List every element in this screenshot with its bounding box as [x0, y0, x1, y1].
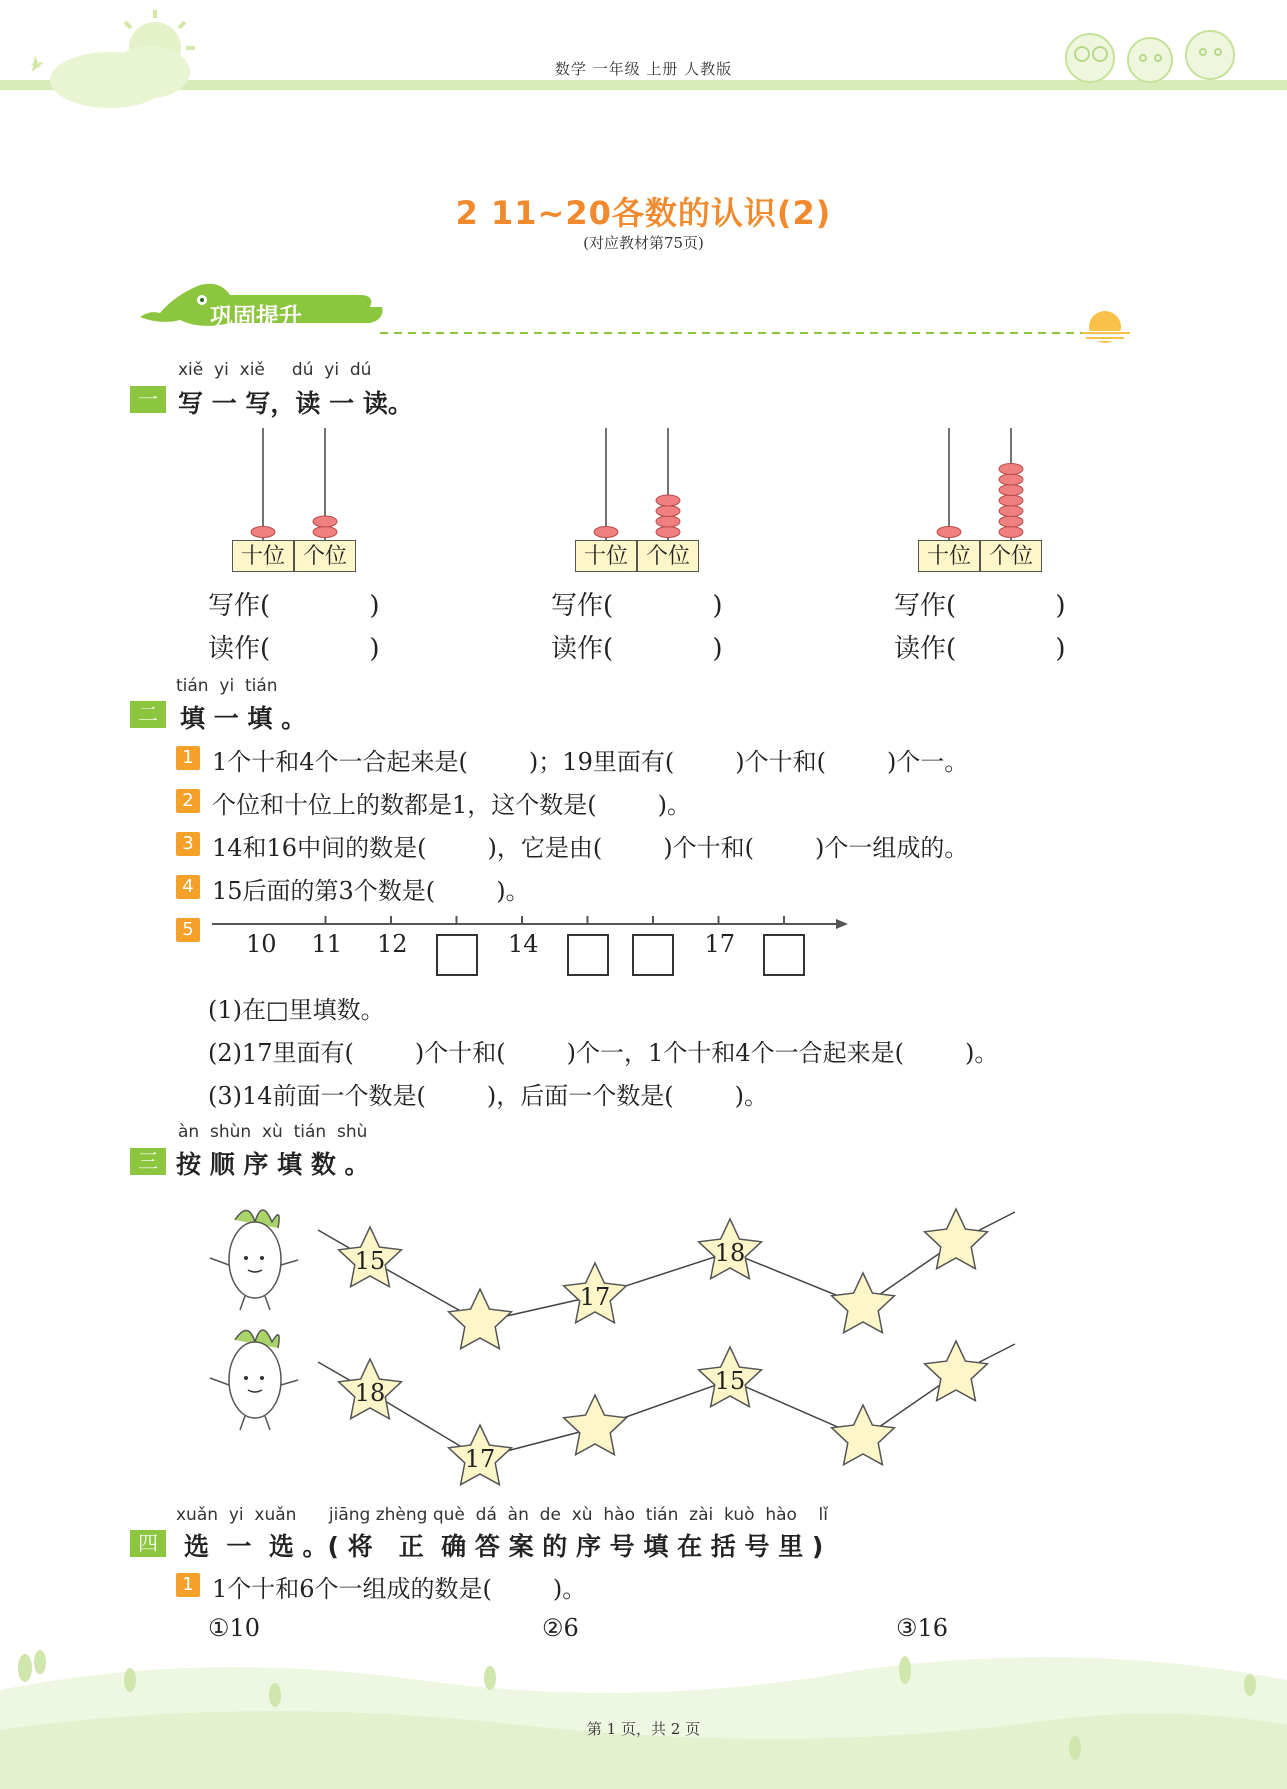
- fill-q2-badge: 2: [176, 789, 200, 813]
- section1-title: 写 一 写，读 一 读。: [178, 389, 413, 418]
- abacus1-tens-bead: [251, 527, 275, 538]
- star-2-6[interactable]: [925, 1341, 988, 1401]
- section1-pinyin: xiě yi xiě dú yi dú: [178, 360, 372, 380]
- section3-badge: 三: [130, 1148, 166, 1175]
- number-line-label: 10: [246, 930, 277, 958]
- star-1-2[interactable]: [449, 1289, 512, 1349]
- abacus1-write[interactable]: 写作( ): [208, 591, 380, 621]
- abacus3-tens-label: 十位: [918, 540, 980, 572]
- page-footer: 第 1 页，共 2 页: [586, 1720, 701, 1738]
- star-2-5[interactable]: [832, 1405, 895, 1465]
- star-1-6[interactable]: [925, 1209, 988, 1269]
- header-text: 数学 一年级 上册 人教版: [554, 60, 733, 78]
- abacus2-read[interactable]: 读作( ): [551, 634, 723, 664]
- abacus3-ones-bead: [999, 464, 1023, 475]
- number-line-answer-box[interactable]: [567, 934, 609, 976]
- radish-character-1: [210, 1210, 298, 1310]
- fill-q3-text[interactable]: 14和16中间的数是( )，它是由( )个十和( )个一组成的。: [212, 834, 969, 862]
- fill-q4-badge: 4: [176, 875, 200, 899]
- section4-badge: 四: [130, 1530, 166, 1557]
- abacus3-ones-bead: [999, 516, 1023, 527]
- section2-pinyin: tián yi tián: [176, 676, 278, 696]
- abacus2-write[interactable]: 写作( ): [551, 591, 723, 621]
- fill-q1-text[interactable]: 1个十和4个一合起来是( )；19里面有( )个十和( )个一。: [212, 748, 969, 776]
- number-line-label: 12: [377, 930, 408, 958]
- fill-q5-sub1: (1)在□里填数。: [208, 996, 385, 1024]
- section4-title: 选 一 选 。( 将 正 确 答 案 的 序 号 填 在 括 号 里 ): [184, 1532, 824, 1561]
- fill-q2-text[interactable]: 个位和十位上的数都是1，这个数是( )。: [212, 791, 692, 819]
- abacus2-ones-bead: [656, 506, 680, 517]
- star-path-1: [318, 1212, 1015, 1322]
- abacus1-tens-label: 十位: [232, 540, 294, 572]
- choose-option-3[interactable]: ③16: [896, 1614, 949, 1642]
- fill-q4-text[interactable]: 15后面的第3个数是( )。: [212, 877, 530, 905]
- number-line-label: 11: [311, 930, 343, 958]
- abacus3-write[interactable]: 写作( ): [894, 591, 1066, 621]
- page-title: 2 11~20各数的认识(2): [455, 194, 832, 232]
- star-path-2: [318, 1344, 1015, 1458]
- abacus3-ones-label: 个位: [980, 540, 1042, 572]
- section4-pinyin: xuǎn yi xuǎn jiāng zhèng què dá àn de xù hào tián zài kuò hào lǐ: [176, 1505, 829, 1525]
- header-decoration: [0, 0, 1287, 110]
- number-line-answer-box[interactable]: [763, 934, 805, 976]
- abacus2-ones-bead: [656, 495, 680, 506]
- abacus3-tens-bead: [937, 527, 961, 538]
- abacus1-ones-bead: [313, 527, 337, 538]
- fill-q3-badge: 3: [176, 832, 200, 856]
- number-line-label: 14: [508, 930, 539, 958]
- abacus-graphics: [0, 420, 1287, 540]
- section2-badge: 二: [130, 701, 166, 728]
- star-number: 15: [714, 1367, 746, 1395]
- abacus3-ones-bead: [999, 485, 1023, 496]
- abacus3-ones-bead: [999, 495, 1023, 506]
- choose-q1-text[interactable]: 1个十和6个一组成的数是( )。: [212, 1575, 587, 1603]
- abacus2-tens-label: 十位: [575, 540, 637, 572]
- abacus3-ones-bead: [999, 506, 1023, 517]
- abacus2-ones-bead: [656, 516, 680, 527]
- section3-title: 按 顺 序 填 数 。: [176, 1150, 370, 1179]
- star-number: 15: [354, 1247, 386, 1275]
- choose-option-2[interactable]: ②6: [542, 1614, 579, 1642]
- star-1-5[interactable]: [832, 1273, 895, 1333]
- star-sequence: [0, 1180, 1287, 1500]
- fill-q1-badge: 1: [176, 746, 200, 770]
- fill-q5-sub2[interactable]: (2)17里面有( )个十和( )个一，1个十和4个一合起来是( )。: [208, 1039, 999, 1067]
- number-line-label: 17: [704, 930, 736, 958]
- abacus2-tens-bead: [594, 527, 618, 538]
- star-2-3[interactable]: [564, 1395, 627, 1455]
- star-number: 18: [354, 1379, 386, 1407]
- abacus2-ones-bead: [656, 527, 680, 538]
- fill-q5-sub3[interactable]: (3)14前面一个数是( )，后面一个数是( )。: [208, 1082, 769, 1110]
- abacus3-ones-bead: [999, 474, 1023, 485]
- abacus1-ones-label: 个位: [294, 540, 356, 572]
- star-number: 17: [464, 1445, 496, 1473]
- choose-option-1[interactable]: ①10: [208, 1614, 261, 1642]
- choose-q1-badge: 1: [176, 1573, 200, 1597]
- abacus1-ones-bead: [313, 516, 337, 527]
- bottom-landscape: [0, 1640, 1287, 1789]
- star-number: 18: [714, 1239, 746, 1267]
- star-number: 17: [579, 1283, 611, 1311]
- number-line-answer-box[interactable]: [632, 934, 674, 976]
- abacus2-ones-label: 个位: [637, 540, 699, 572]
- section2-title: 填 一 填 。: [180, 704, 307, 733]
- page-subtitle: (对应教材第75页): [583, 234, 704, 252]
- abacus1-read[interactable]: 读作( ): [208, 634, 380, 664]
- abacus3-read[interactable]: 读作( ): [894, 634, 1066, 664]
- number-line-answer-box[interactable]: [436, 934, 478, 976]
- section3-pinyin: àn shùn xù tián shù: [178, 1122, 368, 1142]
- fill-q5-badge: 5: [176, 918, 200, 942]
- banner-label: 巩固提升: [210, 304, 302, 330]
- radish-character-2: [210, 1330, 298, 1430]
- abacus3-ones-bead: [999, 527, 1023, 538]
- section1-badge: 一: [130, 386, 166, 413]
